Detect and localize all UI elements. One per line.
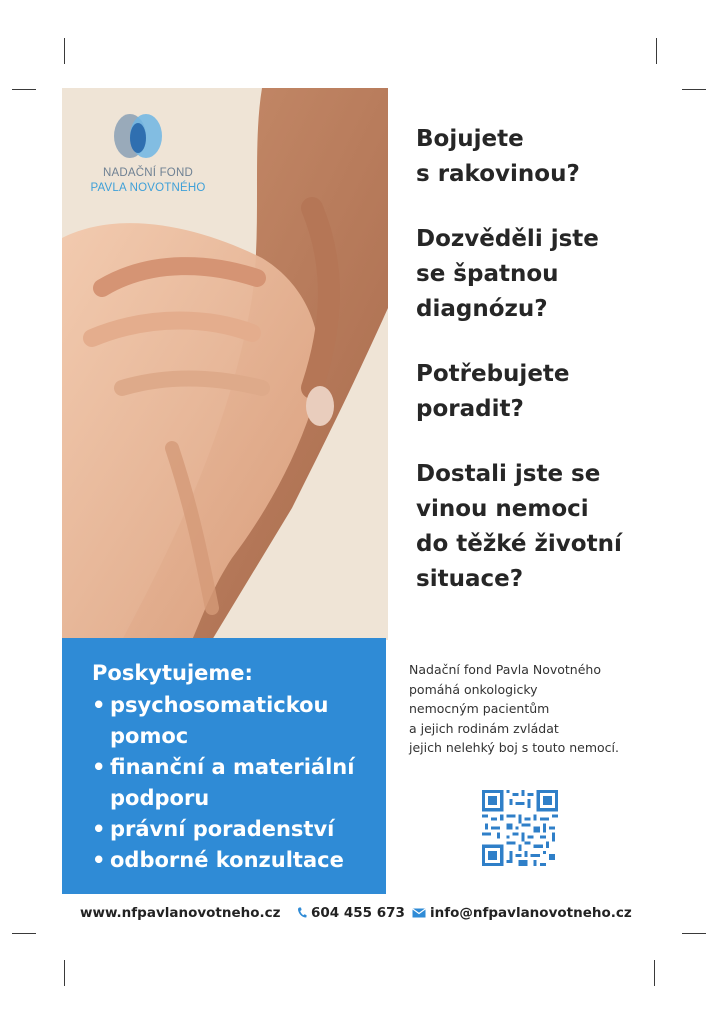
service-item [92, 814, 354, 845]
question-line: poradit? [416, 396, 524, 422]
logo-text-line2: PAVLA NOVOTNÉHO [90, 182, 206, 194]
question-diagnosis [416, 222, 716, 327]
service-text: finanční a materiální [110, 755, 355, 779]
email-contact[interactable] [412, 905, 632, 921]
email-address: info@nfpavlanovotneho.cz [430, 905, 632, 921]
question-line: vinou nemoci [416, 496, 589, 522]
about-line: a jejich rodinám zvládat [409, 720, 559, 736]
about-line: pomáhá onkologicky [409, 681, 538, 697]
crop-mark [656, 38, 657, 64]
crop-mark [682, 89, 706, 90]
crop-mark [64, 38, 65, 64]
services-box [62, 638, 386, 894]
question-line: s rakovinou? [416, 161, 580, 187]
crop-mark [12, 89, 36, 90]
bullet: • [92, 817, 106, 841]
crop-mark [682, 933, 706, 934]
service-item [92, 845, 354, 876]
phone-icon [297, 907, 307, 919]
service-text: odborné konzultace [110, 848, 344, 872]
services-title: Poskytujeme: [92, 661, 253, 685]
service-text-continued: podporu [110, 786, 210, 810]
crop-mark [64, 960, 65, 986]
services-list [92, 690, 354, 876]
website-link[interactable]: www.nfpavlanovotneho.cz [80, 905, 281, 921]
question-cancer [416, 122, 716, 192]
question-line: Dozvěděli jste [416, 226, 599, 252]
qr-code-icon[interactable] [482, 790, 558, 866]
crop-mark [654, 960, 655, 986]
phone-contact[interactable] [297, 905, 405, 921]
logo-text-line1: NADAČNÍ FOND [103, 167, 193, 179]
water-drops-logo-icon [110, 112, 166, 164]
question-line: se špatnou [416, 261, 559, 287]
bullet: • [92, 755, 106, 779]
service-item [92, 752, 354, 814]
question-advice [416, 357, 716, 427]
about-line: jejich nelehký boj s touto nemocí. [409, 740, 620, 755]
envelope-icon [412, 908, 426, 918]
service-text-continued: pomoc [110, 724, 189, 748]
question-line: situace? [416, 566, 524, 592]
about-paragraph [409, 660, 709, 758]
foundation-logo [78, 112, 218, 202]
question-situation [416, 457, 716, 597]
question-line: do těžké životní [416, 531, 622, 557]
phone-number: 604 455 673 [311, 905, 405, 921]
about-line: Nadační fond Pavla Novotného [409, 662, 601, 677]
service-text: právní poradenství [110, 817, 335, 841]
bullet: • [92, 848, 106, 872]
service-text: psychosomatickou [110, 693, 329, 717]
bullet: • [92, 693, 106, 717]
question-line: diagnózu? [416, 296, 548, 322]
question-block [416, 122, 716, 627]
contact-footer [0, 905, 724, 925]
crop-mark [12, 933, 36, 934]
service-item [92, 690, 354, 752]
question-line: Bojujete [416, 126, 524, 152]
question-line: Potřebujete [416, 361, 570, 387]
question-line: Dostali jste se [416, 461, 601, 487]
about-line: nemocným pacientům [409, 701, 550, 716]
